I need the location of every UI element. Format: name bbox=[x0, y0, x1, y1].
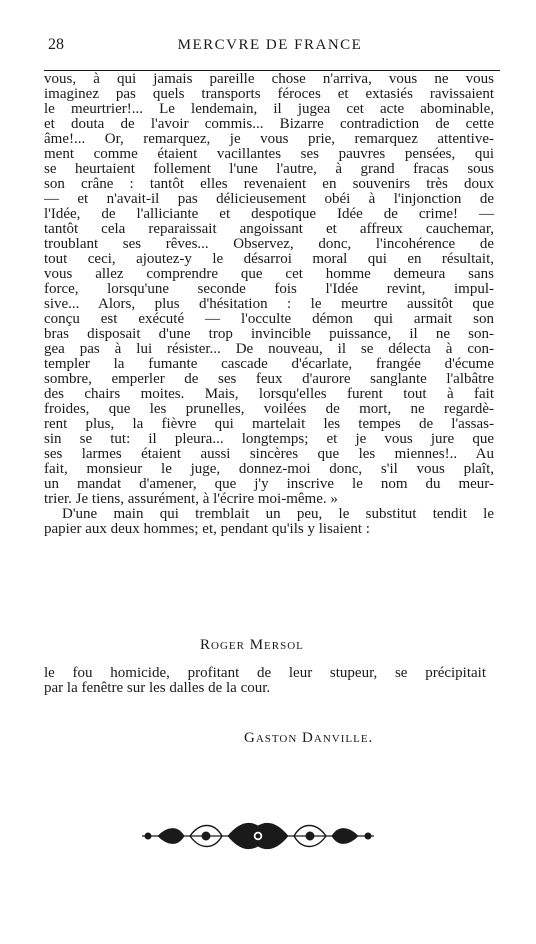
text-line: sombre, emperler de ses feux d'aurore sanglante l'albâtre bbox=[44, 372, 494, 387]
text-line: trier. Je tiens, assurément, à l'écrire moi-même. » bbox=[44, 492, 338, 507]
text-line: et douta de l'avoir commis... Bizarre contradiction de cette bbox=[44, 117, 494, 132]
text-line: bras disposait d'une trop invincible puissance, il ne son- bbox=[44, 327, 494, 342]
text-line: tout ceci, ajoutez-y le désarroi moral qui en résultait, bbox=[44, 252, 494, 267]
text-line: des chairs moites. Mais, lorsqu'elles furent tout à fait bbox=[44, 387, 494, 402]
text-line: sin se tut: il pleura... longtemps; et je vous jure que bbox=[44, 432, 494, 447]
letter-signature: Roger Mersol bbox=[200, 637, 304, 653]
author-signature: Gaston Danville. bbox=[244, 730, 374, 746]
text-line: tantôt cela reparaissait angoissant et affreux cauchemar, bbox=[44, 222, 494, 237]
text-line: un mandat d'amener, que j'y inscrive le nom du meur- bbox=[44, 477, 494, 492]
fleuron-ornament-icon bbox=[138, 816, 378, 856]
text-line: vous allez comprendre que cet homme demeura sans bbox=[44, 267, 494, 282]
text-line: conçu est exécuté — l'occulte démon qui armait son bbox=[44, 312, 494, 327]
text-line: âme!... Or, remarquez, je vous prie, remarquez attentive- bbox=[44, 132, 494, 147]
header-rule bbox=[44, 70, 500, 71]
text-line: gea pas à lui résister... De nouveau, il se délecta à con- bbox=[44, 342, 494, 357]
text-line: froides, que les prunelles, voilées de mort, ne regardè- bbox=[44, 402, 494, 417]
text-line: se heurtaient follement l'une l'autre, à grand fracas sous bbox=[44, 162, 494, 177]
running-title: MERCVRE DE FRANCE bbox=[177, 37, 363, 53]
text-line: force, lorsqu'une seconde fois l'Idée revint, impul- bbox=[44, 282, 494, 297]
text-line: le meurtrier!... Le lendemain, il jugea cet acte abominable, bbox=[44, 102, 494, 117]
text-line: fait, monsieur le juge, donnez-moi donc, s'il vous plaît, bbox=[44, 462, 494, 477]
page-number: 28 bbox=[48, 36, 64, 53]
text-line: vous, à qui jamais pareille chose n'arriva, vous ne vous bbox=[44, 72, 494, 87]
text-line: D'une main qui tremblait un peu, le substitut tendit le bbox=[62, 507, 494, 522]
text-line: le fou homicide, profitant de leur stupeur, se précipitait bbox=[44, 666, 486, 681]
text-line: papier aux deux hommes; et, pendant qu'ils y lisaient : bbox=[44, 522, 370, 537]
text-line: rent plus, la fièvre qui martelait les tempes de l'assas- bbox=[44, 417, 494, 432]
text-line: ses larmes étaient aussi sincères que les miennes!.. Au bbox=[44, 447, 494, 462]
text-line: — et n'avait-il pas délicieusement obéi à l'injonction de bbox=[44, 192, 494, 207]
text-line: troublant ses rêves... Observez, donc, l'incohérence de bbox=[44, 237, 494, 252]
text-line: templer la fumante cascade d'écarlate, frangée d'écume bbox=[44, 357, 494, 372]
text-line: l'Idée, de l'alliciante et despotique Idée de crime! — bbox=[44, 207, 494, 222]
page-header bbox=[40, 36, 500, 60]
text-line: imaginez pas quels transports féroces et extasiés ravissaient bbox=[44, 87, 494, 102]
text-line: son crâne : tantôt elles revenaient en souvenirs très doux bbox=[44, 177, 494, 192]
text-line: ment comme étaient vacillantes ses pauvres pensées, qui bbox=[44, 147, 494, 162]
text-line: par la fenêtre sur les dalles de la cour. bbox=[44, 681, 271, 696]
main-text-block bbox=[44, 72, 494, 537]
text-line: sive... Alors, plus d'hésitation : le meurtre aussitôt que bbox=[44, 297, 494, 312]
closing-text-block bbox=[44, 666, 486, 696]
